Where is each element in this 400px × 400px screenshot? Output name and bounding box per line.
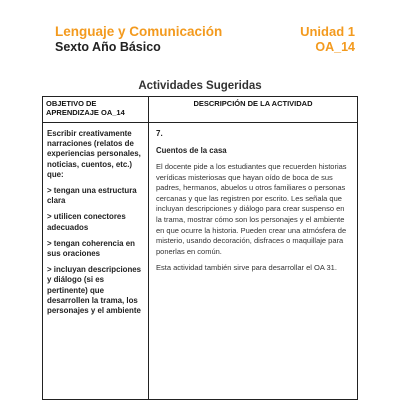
document-header [55, 24, 355, 58]
objective-column-header: OBJETIVO DE APRENDIZAJE OA_14 [43, 97, 149, 123]
activities-table [42, 96, 358, 400]
description-cell [149, 123, 358, 400]
activity-paragraph: El docente pide a los estudiantes que recuerden historias verídicas misteriosas que hayan oído de boca de sus padres, hermanos, abuelos u otros familiares o personas cercanas y que las registren por escrito. Les señala que incluyan descripciones y diálogo para crear suspenso en la trama, mostrar cómo son los personajes y el ambiente en que ocurre la historia. Pueden crear una atmósfera de misterio, usando decoración, disfraces o maquillaje para ponerlas en común. [156, 162, 347, 256]
table-row [43, 123, 358, 400]
header-right [300, 24, 355, 55]
subject-title: Lenguaje y Comunicación [55, 24, 223, 39]
activity-title: Cuentos de la casa [156, 146, 227, 155]
objective-item: > incluyan descripciones y diálogo (si es pertinente) que desarrollen la trama, los personajes y el ambiente [47, 265, 142, 316]
objective-intro: Escribir creativamente narraciones (relatos de experiencias personales, noticias, cuentos, etc.) que: [47, 129, 141, 179]
objective-item: > utilicen conectores adecuados [47, 212, 126, 232]
description-column-header: DESCRIPCIÓN DE LA ACTIVIDAD [149, 97, 358, 123]
activity-paragraph: Esta actividad también sirve para desarrollar el OA 31. [156, 263, 337, 273]
objective-item: > tengan coherencia en sus oraciones [47, 238, 135, 259]
table-header-row [43, 97, 358, 123]
unit-label: Unidad 1 [300, 24, 355, 39]
oa-label: OA_14 [315, 40, 355, 54]
objective-item: > tengan una estructura clara [47, 186, 137, 206]
objective-cell [43, 123, 149, 400]
activity-number: 7. [156, 129, 163, 138]
header-left [55, 24, 222, 55]
section-title: Actividades Sugeridas [138, 80, 262, 92]
grade-title: Sexto Año Básico [55, 40, 161, 54]
